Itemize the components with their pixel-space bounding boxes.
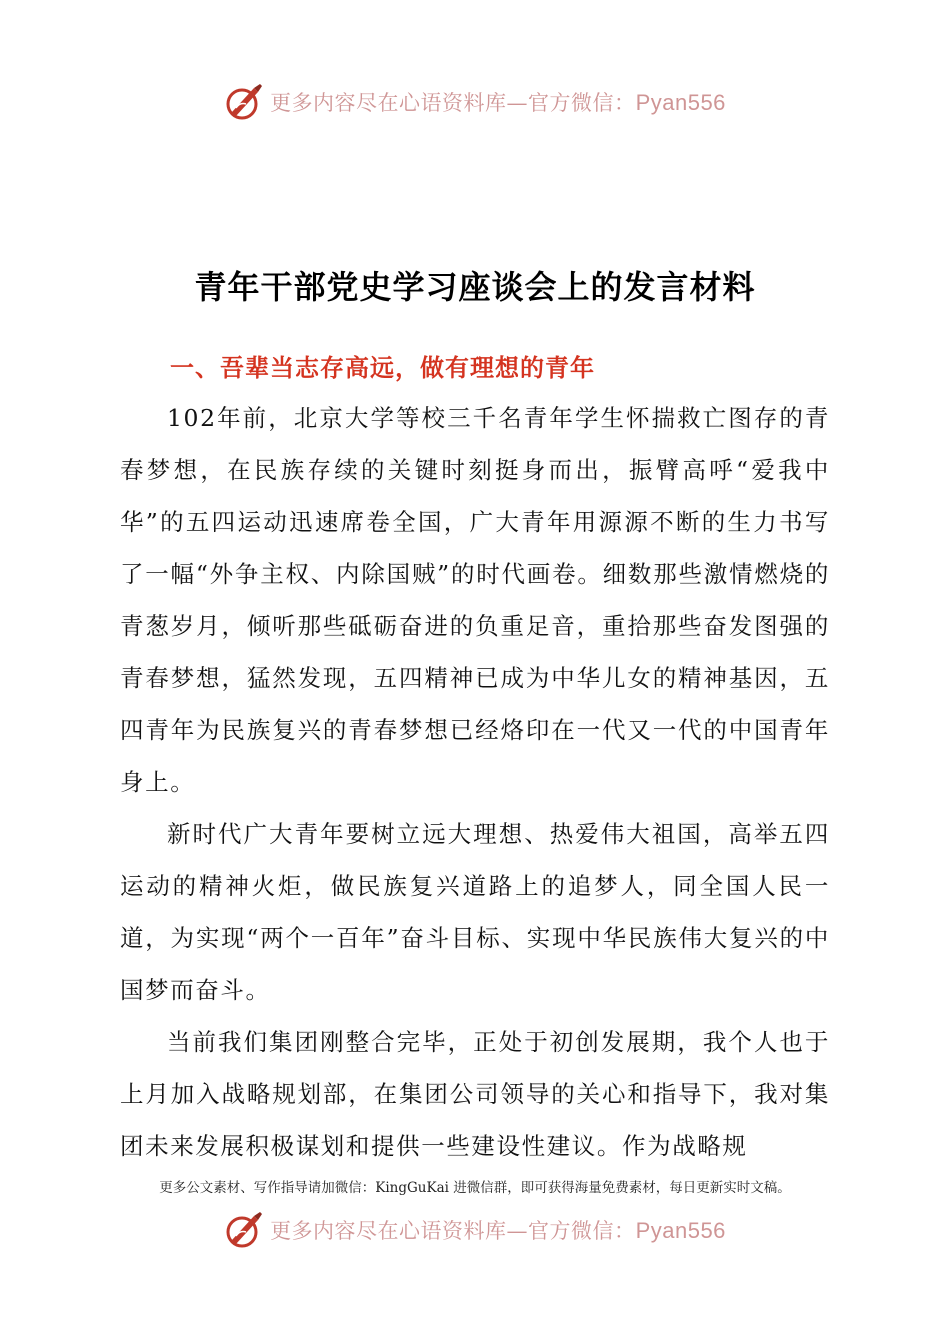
document-body <box>120 392 830 1172</box>
pen-logo-icon <box>224 82 264 122</box>
footer-note: 更多公文素材、写作指导请加微信：KingGuKai 进微信群，即可获得海量免费素材，每日更新实时文稿。 <box>159 1180 791 1196</box>
banner-wechat-id: Pyan556 <box>635 1218 726 1243</box>
paragraph-1: 102年前，北京大学等校三千名青年学生怀揣救亡图存的青春梦想，在民族存续的关键时刻挺身而出，振臂高呼“爱我中华”的五四运动迅速席卷全国，广大青年用源源不断的生力书写了一幅“外争主权、内除国贼”的时代画卷。细数那些激情燃烧的青葱岁月，倾听那些砥砺奋进的负重足音，重拾那些奋发图强的青春梦想，猛然发现，五四精神已成为中华儿女的精神基因，五四青年为民族复兴的青春梦想已经烙印在一代又一代的中国青年身上。 <box>120 404 830 796</box>
banner-label: 更多内容尽在心语资料库—官方微信： <box>270 1219 636 1243</box>
paragraph-2: 新时代广大青年要树立远大理想、热爱伟大祖国，高举五四运动的精神火炬，做民族复兴道路上的追梦人，同全国人民一道，为实现“两个一百年”奋斗目标、实现中华民族伟大复兴的中国梦而奋斗。 <box>120 820 830 1004</box>
document-title: 青年干部党史学习座谈会上的发言材料 <box>194 268 756 306</box>
pen-logo-icon <box>224 1210 264 1250</box>
section-heading: 一、吾辈当志存高远，做有理想的青年 <box>170 354 595 382</box>
banner-wechat-id: Pyan556 <box>635 90 726 115</box>
banner-label: 更多内容尽在心语资料库—官方微信： <box>270 91 636 115</box>
paragraph-3: 当前我们集团刚整合完毕，正处于初创发展期，我个人也于上月加入战略规划部，在集团公司领导的关心和指导下，我对集团未来发展积极谋划和提供一些建设性建议。作为战略规 <box>120 1028 830 1160</box>
banner-text <box>270 87 726 117</box>
top-watermark-banner <box>0 80 950 124</box>
bottom-watermark-banner <box>0 1208 950 1252</box>
banner-text <box>270 1215 726 1245</box>
